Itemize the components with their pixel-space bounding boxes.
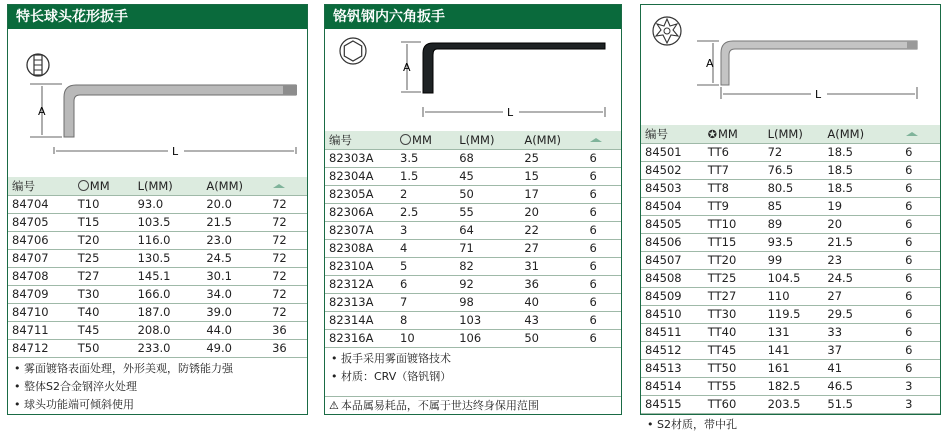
cell-code: 84507 <box>641 251 704 269</box>
cell-a: 49.0 <box>202 339 268 357</box>
cell-qty: 72 <box>268 213 307 231</box>
cell-a: 17 <box>520 185 585 203</box>
cell-size: 1.5 <box>396 167 455 185</box>
table-row <box>8 249 307 267</box>
cell-qty: 6 <box>901 143 940 161</box>
cell-code: 84712 <box>8 339 74 357</box>
cell-size: T20 <box>74 231 134 249</box>
cell-length: 55 <box>455 203 520 221</box>
cell-code: 84709 <box>8 285 74 303</box>
table-row <box>325 293 621 311</box>
cell-qty: 72 <box>268 231 307 249</box>
table-row <box>325 275 621 293</box>
cell-code: 84711 <box>8 321 74 339</box>
cell-length: 106 <box>455 329 520 347</box>
table-row <box>641 395 940 413</box>
dim-l-label: L <box>172 145 179 158</box>
cell-code: 82304A <box>325 167 396 185</box>
table-row <box>641 179 940 197</box>
cell-a: 40 <box>520 293 585 311</box>
col-qty <box>901 125 940 143</box>
table-row <box>325 257 621 275</box>
table-row <box>641 323 940 341</box>
col-a: A(MM) <box>823 125 901 143</box>
cell-code: 84512 <box>641 341 704 359</box>
cell-code: 84508 <box>641 269 704 287</box>
cell-length: 119.5 <box>764 305 824 323</box>
cell-a: 19 <box>823 197 901 215</box>
cell-code: 84704 <box>8 195 74 213</box>
cell-length: 93.5 <box>764 233 824 251</box>
cell-length: 64 <box>455 221 520 239</box>
spec-table <box>325 131 621 348</box>
cell-length: 145.1 <box>134 267 203 285</box>
table-row <box>8 195 307 213</box>
note-item: • S2材质，带中孔 <box>647 417 737 431</box>
cell-a: 27 <box>520 239 585 257</box>
panel-title: 铬钒钢内六角扳手 <box>325 5 621 29</box>
cell-length: 208.0 <box>134 321 203 339</box>
cell-size: 3 <box>396 221 455 239</box>
spec-table <box>8 177 307 358</box>
cell-qty: 6 <box>585 239 621 257</box>
cell-code: 84513 <box>641 359 704 377</box>
cell-size: 2 <box>396 185 455 203</box>
cell-size: TT10 <box>704 215 764 233</box>
table-row <box>8 321 307 339</box>
table-row <box>641 197 940 215</box>
col-length: L(MM) <box>134 177 203 195</box>
circle-icon <box>400 134 411 145</box>
cell-a: 25 <box>520 149 585 167</box>
note-item: • 球头功能端可倾斜使用 <box>14 397 134 411</box>
panel-hex-wrench <box>324 4 622 415</box>
cell-qty: 6 <box>901 323 940 341</box>
cell-size: TT25 <box>704 269 764 287</box>
warning-icon: ⚠ <box>329 399 339 412</box>
cell-qty: 6 <box>585 149 621 167</box>
cell-a: 20.0 <box>202 195 268 213</box>
cell-code: 82310A <box>325 257 396 275</box>
cell-length: 76.5 <box>764 161 824 179</box>
cell-qty: 36 <box>268 321 307 339</box>
cell-qty: 6 <box>585 185 621 203</box>
cell-a: 21.5 <box>823 233 901 251</box>
cell-code: 84501 <box>641 143 704 161</box>
table-header-row <box>8 177 307 195</box>
cell-qty: 72 <box>268 303 307 321</box>
cell-size: TT30 <box>704 305 764 323</box>
cell-qty: 36 <box>268 339 307 357</box>
warning-bar <box>325 396 621 414</box>
cell-qty: 6 <box>901 161 940 179</box>
cell-size: 2.5 <box>396 203 455 221</box>
circle-icon <box>78 180 89 191</box>
spec-table <box>641 125 940 414</box>
dim-a-label: A <box>706 57 714 70</box>
cell-length: 131 <box>764 323 824 341</box>
cell-code: 84707 <box>8 249 74 267</box>
cell-length: 161 <box>764 359 824 377</box>
cell-a: 23.0 <box>202 231 268 249</box>
cell-qty: 6 <box>585 257 621 275</box>
cell-a: 37 <box>823 341 901 359</box>
warning-text: 本品属易耗品，不属于世达终身保用范围 <box>340 399 539 412</box>
col-code: 编号 <box>8 177 74 195</box>
col-code: 编号 <box>325 131 396 149</box>
cell-length: 130.5 <box>134 249 203 267</box>
cell-qty: 6 <box>901 359 940 377</box>
cell-a: 23 <box>823 251 901 269</box>
cell-a: 27 <box>823 287 901 305</box>
dim-a-label: A <box>403 61 411 74</box>
cell-size: TT7 <box>704 161 764 179</box>
table-row <box>325 221 621 239</box>
cell-qty: 6 <box>585 275 621 293</box>
cell-length: 103.5 <box>134 213 203 231</box>
table-row <box>641 377 940 395</box>
wrench-shape <box>64 85 296 137</box>
table-header-row <box>325 131 621 149</box>
cell-length: 50 <box>455 185 520 203</box>
cell-size: 8 <box>396 311 455 329</box>
table-row <box>641 305 940 323</box>
col-size: MM <box>74 177 134 195</box>
cell-length: 110 <box>764 287 824 305</box>
panel-tamper-torx-wrench <box>640 4 941 431</box>
cell-code: 84505 <box>641 215 704 233</box>
cell-size: T15 <box>74 213 134 231</box>
table-row <box>641 143 940 161</box>
table-row <box>325 311 621 329</box>
notes <box>641 414 940 434</box>
cell-a: 18.5 <box>823 143 901 161</box>
cell-code: 84509 <box>641 287 704 305</box>
cell-code: 84503 <box>641 179 704 197</box>
cell-length: 72 <box>764 143 824 161</box>
cell-size: T25 <box>74 249 134 267</box>
cell-a: 36 <box>520 275 585 293</box>
notes <box>325 348 621 386</box>
cell-a: 34.0 <box>202 285 268 303</box>
cell-length: 203.5 <box>764 395 824 413</box>
panel-title: 特长球头花形扳手 <box>8 5 307 29</box>
cell-code: 84514 <box>641 377 704 395</box>
cell-a: 22 <box>520 221 585 239</box>
table-row <box>641 251 940 269</box>
cell-size: T50 <box>74 339 134 357</box>
cell-size: TT60 <box>704 395 764 413</box>
cell-a: 43 <box>520 311 585 329</box>
cell-size: TT20 <box>704 251 764 269</box>
cell-qty: 6 <box>901 305 940 323</box>
cell-size: 5 <box>396 257 455 275</box>
cell-code: 84511 <box>641 323 704 341</box>
cell-length: 68 <box>455 149 520 167</box>
table-row <box>8 213 307 231</box>
cell-qty: 6 <box>585 203 621 221</box>
cell-length: 182.5 <box>764 377 824 395</box>
cell-qty: 72 <box>268 195 307 213</box>
note-item: • 雾面镀铬表面处理，外形美观，防锈能力强 <box>14 361 233 375</box>
cell-qty: 6 <box>901 179 940 197</box>
cell-length: 98 <box>455 293 520 311</box>
cell-code: 82312A <box>325 275 396 293</box>
col-size: ✪MM <box>704 125 764 143</box>
cell-length: 233.0 <box>134 339 203 357</box>
cell-a: 51.5 <box>823 395 901 413</box>
cell-code: 82306A <box>325 203 396 221</box>
cell-a: 24.5 <box>202 249 268 267</box>
cell-size: TT6 <box>704 143 764 161</box>
cell-qty: 6 <box>901 215 940 233</box>
note-item: • 材质：CRV（铬钒钢） <box>331 369 452 383</box>
cell-qty: 3 <box>901 377 940 395</box>
col-code: 编号 <box>641 125 704 143</box>
cell-qty: 6 <box>901 287 940 305</box>
table-header-row <box>641 125 940 143</box>
table-row <box>325 185 621 203</box>
dim-l-label: L <box>507 106 514 119</box>
cell-length: 103 <box>455 311 520 329</box>
box-qty-icon <box>272 182 286 190</box>
cell-length: 82 <box>455 257 520 275</box>
cell-a: 41 <box>823 359 901 377</box>
cell-length: 166.0 <box>134 285 203 303</box>
dim-a-label: A <box>38 105 46 118</box>
cell-a: 15 <box>520 167 585 185</box>
cell-qty: 6 <box>585 329 621 347</box>
cell-a: 18.5 <box>823 179 901 197</box>
cell-size: 7 <box>396 293 455 311</box>
cell-code: 82314A <box>325 311 396 329</box>
note-item: • 扳手采用雾面镀铬技术 <box>331 351 451 365</box>
cell-size: 10 <box>396 329 455 347</box>
cell-qty: 72 <box>268 285 307 303</box>
cell-length: 116.0 <box>134 231 203 249</box>
col-a: A(MM) <box>202 177 268 195</box>
cell-a: 20 <box>823 215 901 233</box>
cell-size: TT50 <box>704 359 764 377</box>
cell-size: TT55 <box>704 377 764 395</box>
cell-code: 82313A <box>325 293 396 311</box>
cell-size: 6 <box>396 275 455 293</box>
table-row <box>641 359 940 377</box>
cell-length: 80.5 <box>764 179 824 197</box>
wrench-diagram <box>641 5 940 125</box>
cell-a: 31 <box>520 257 585 275</box>
cell-size: T10 <box>74 195 134 213</box>
table-row <box>8 303 307 321</box>
col-qty <box>585 131 621 149</box>
cell-code: 82305A <box>325 185 396 203</box>
table-row <box>8 231 307 249</box>
cell-code: 84506 <box>641 233 704 251</box>
table-row <box>641 341 940 359</box>
table-row <box>325 149 621 167</box>
torx-ball-icon <box>27 54 49 76</box>
cell-code: 82316A <box>325 329 396 347</box>
cell-a: 50 <box>520 329 585 347</box>
cell-qty: 6 <box>585 293 621 311</box>
table-row <box>641 161 940 179</box>
table-row <box>641 269 940 287</box>
table-row <box>325 203 621 221</box>
cell-qty: 72 <box>268 249 307 267</box>
table-row <box>325 167 621 185</box>
cell-size: TT45 <box>704 341 764 359</box>
cell-size: TT15 <box>704 233 764 251</box>
cell-size: T27 <box>74 267 134 285</box>
cell-a: 44.0 <box>202 321 268 339</box>
cell-qty: 6 <box>901 251 940 269</box>
cell-a: 21.5 <box>202 213 268 231</box>
cell-qty: 6 <box>585 311 621 329</box>
cell-size: TT40 <box>704 323 764 341</box>
cell-size: T40 <box>74 303 134 321</box>
cell-size: 3.5 <box>396 149 455 167</box>
table-row <box>8 267 307 285</box>
cell-code: 84710 <box>8 303 74 321</box>
note-item: • 整体S2合金钢淬火处理 <box>14 379 137 393</box>
cell-qty: 6 <box>901 233 940 251</box>
cell-code: 84705 <box>8 213 74 231</box>
cell-code: 82303A <box>325 149 396 167</box>
torx-star-icon <box>653 17 681 45</box>
cell-qty: 6 <box>901 341 940 359</box>
table-row <box>325 329 621 347</box>
table-row <box>641 287 940 305</box>
col-size: MM <box>396 131 455 149</box>
cell-code: 82308A <box>325 239 396 257</box>
table-row <box>8 285 307 303</box>
cell-length: 92 <box>455 275 520 293</box>
cell-size: 4 <box>396 239 455 257</box>
dim-l-label: L <box>815 88 822 101</box>
cell-qty: 6 <box>901 197 940 215</box>
table-row <box>641 233 940 251</box>
cell-code: 84706 <box>8 231 74 249</box>
cell-code: 84504 <box>641 197 704 215</box>
box-qty-icon <box>905 130 919 138</box>
table-row <box>325 239 621 257</box>
col-length: L(MM) <box>764 125 824 143</box>
cell-code: 84510 <box>641 305 704 323</box>
cell-length: 89 <box>764 215 824 233</box>
wrench-shape <box>721 41 917 85</box>
col-a: A(MM) <box>520 131 585 149</box>
cell-a: 20 <box>520 203 585 221</box>
panel-torx-ball-wrench <box>7 4 308 415</box>
cell-a: 30.1 <box>202 267 268 285</box>
cell-qty: 72 <box>268 267 307 285</box>
cell-a: 46.5 <box>823 377 901 395</box>
notes <box>8 358 307 414</box>
cell-qty: 6 <box>585 167 621 185</box>
cell-code: 84515 <box>641 395 704 413</box>
cell-length: 45 <box>455 167 520 185</box>
table-row <box>641 215 940 233</box>
col-qty <box>268 177 307 195</box>
cell-qty: 3 <box>901 395 940 413</box>
wrench-diagram <box>325 29 621 131</box>
hexagon-icon <box>340 38 366 64</box>
cell-code: 84502 <box>641 161 704 179</box>
wrench-shape <box>423 43 605 93</box>
cell-a: 29.5 <box>823 305 901 323</box>
cell-a: 33 <box>823 323 901 341</box>
cell-length: 85 <box>764 197 824 215</box>
cell-a: 24.5 <box>823 269 901 287</box>
cell-length: 93.0 <box>134 195 203 213</box>
cell-qty: 6 <box>585 221 621 239</box>
cell-code: 82307A <box>325 221 396 239</box>
cell-size: TT8 <box>704 179 764 197</box>
box-qty-icon <box>589 136 603 144</box>
cell-size: T30 <box>74 285 134 303</box>
cell-a: 39.0 <box>202 303 268 321</box>
cell-length: 99 <box>764 251 824 269</box>
cell-size: T45 <box>74 321 134 339</box>
cell-size: TT9 <box>704 197 764 215</box>
cell-length: 187.0 <box>134 303 203 321</box>
wrench-diagram <box>8 29 307 177</box>
cell-length: 141 <box>764 341 824 359</box>
table-row <box>8 339 307 357</box>
torx-star-icon: ✪ <box>707 127 717 141</box>
cell-qty: 6 <box>901 269 940 287</box>
col-length: L(MM) <box>455 131 520 149</box>
cell-length: 104.5 <box>764 269 824 287</box>
cell-a: 18.5 <box>823 161 901 179</box>
cell-size: TT27 <box>704 287 764 305</box>
cell-code: 84708 <box>8 267 74 285</box>
cell-length: 71 <box>455 239 520 257</box>
